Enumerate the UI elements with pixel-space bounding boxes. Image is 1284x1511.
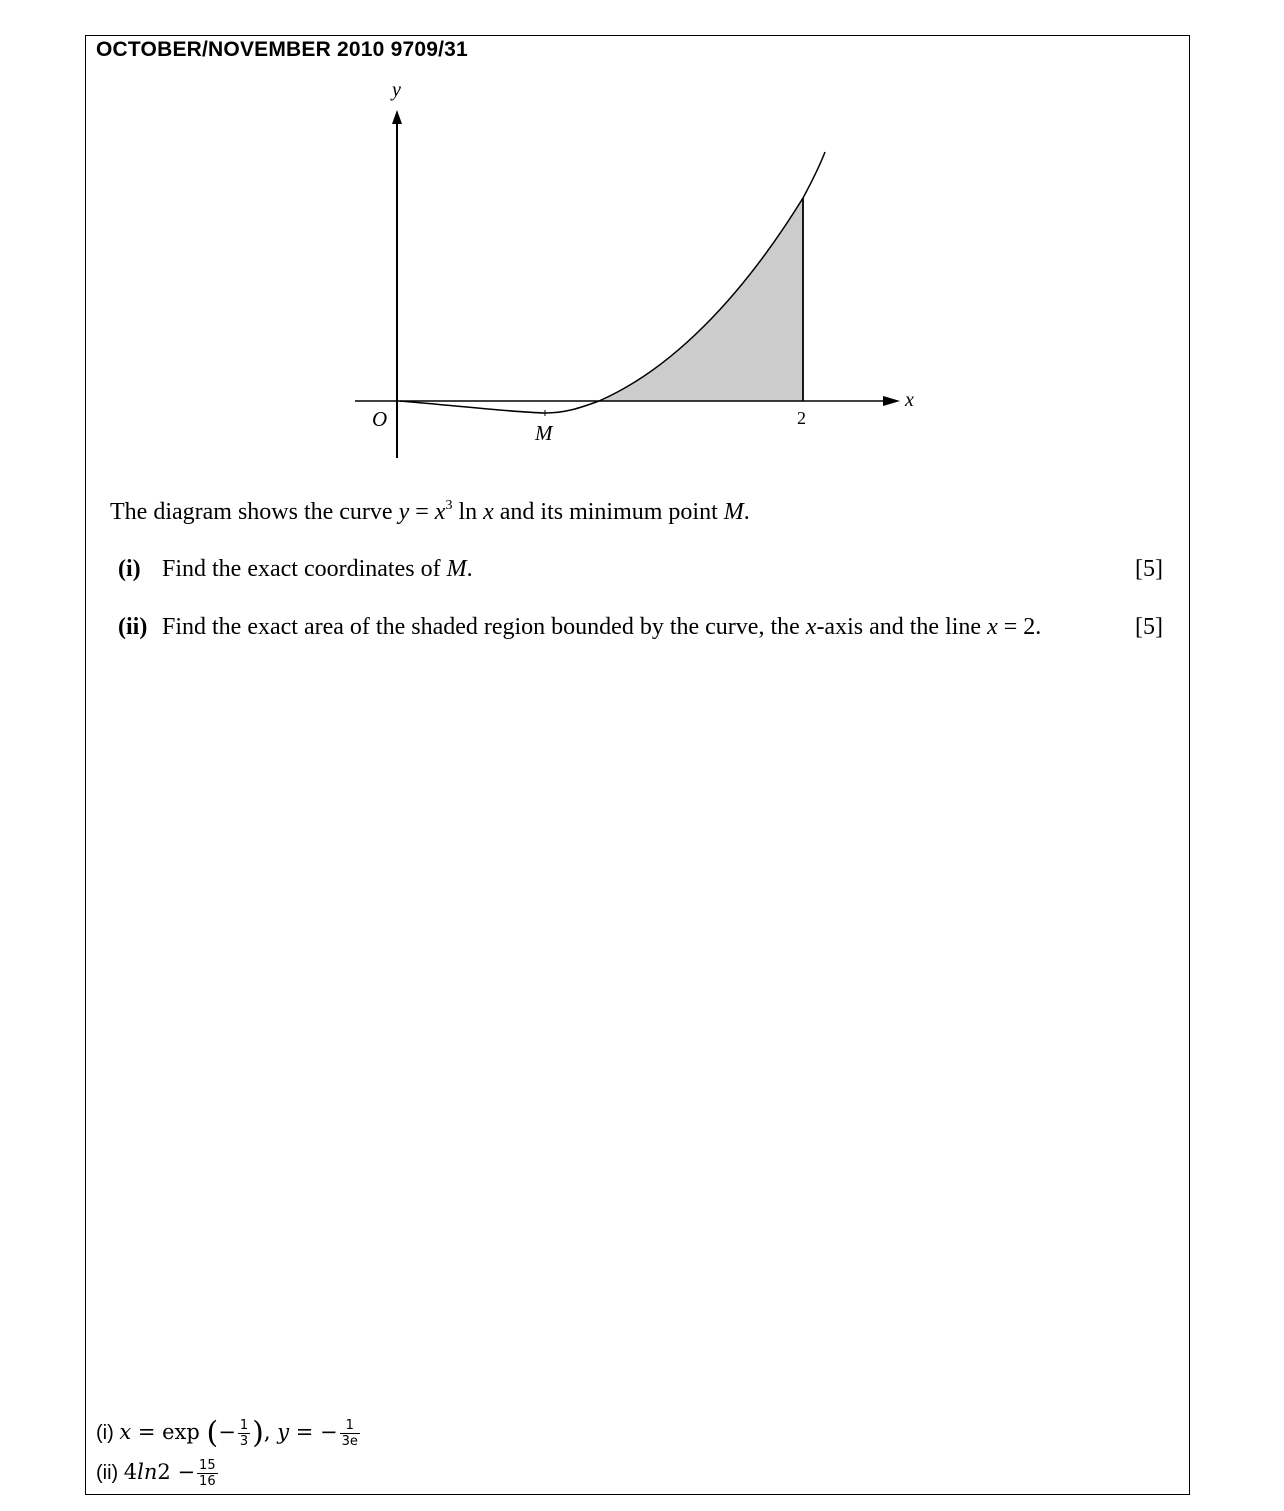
x-tick-label: 2 — [797, 408, 806, 428]
y-axis-label: y — [392, 80, 401, 101]
part-2-marks: [5] — [1135, 614, 1163, 640]
question-intro: The diagram shows the curve $y = x^3$ ln x and its minimum point M. — [110, 498, 750, 525]
x-axis-arrow-icon — [883, 396, 900, 406]
min-point-label: M — [535, 421, 553, 445]
answer-part-1: (i) x = exp (− $\frac{1}{3}$ ), y = − $\frac{1}{3e}$ — [96, 1415, 358, 1451]
x-axis-label: x — [905, 389, 914, 411]
part-1-marks: [5] — [1135, 556, 1163, 582]
part-2-text: Find the exact area of the shaded region bounded by the curve, the x-axis and the line x = 2. — [162, 614, 1042, 640]
curve-diagram — [340, 80, 940, 470]
part-1-text: Find the exact coordinates of M. — [162, 556, 473, 582]
part-2-label: (ii) — [118, 614, 148, 640]
page-header: OCTOBER/NOVEMBER 2010 9709/31 — [96, 38, 468, 61]
shaded-region — [599, 198, 803, 401]
y-axis-arrow-icon — [392, 110, 402, 124]
part-1-label: (i) — [118, 556, 141, 582]
answer-part-2: (ii) 4ln2 − $\frac{15}{16}$ — [96, 1458, 216, 1489]
origin-label: O — [372, 407, 388, 431]
